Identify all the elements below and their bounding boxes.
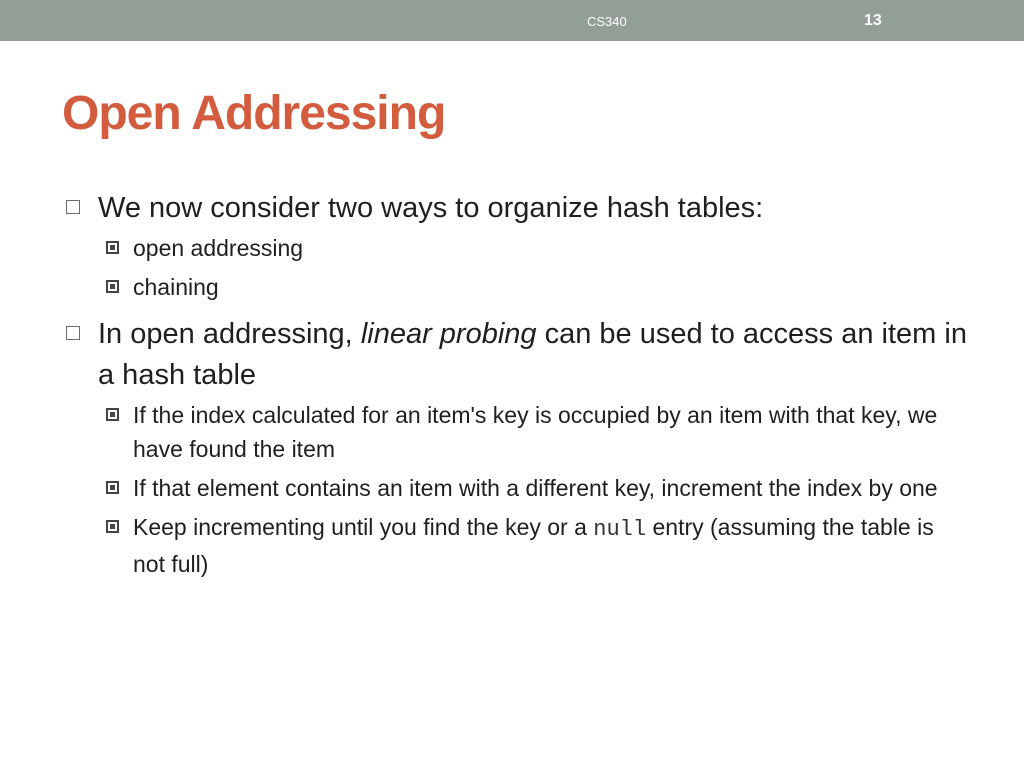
- sub-bullet-text-end: entry (assuming the table is not full): [133, 514, 934, 577]
- hollow-square-bullet-icon: [66, 200, 80, 214]
- bullet-text: We now consider two ways to organize hash tables:: [98, 192, 764, 224]
- page-number: 13: [864, 12, 882, 29]
- filled-square-bullet-icon: [106, 408, 119, 421]
- sub-bullet-item: [62, 231, 972, 265]
- hollow-square-bullet-icon: [66, 326, 80, 340]
- sub-bullet-text: If that element contains an item with a different key, increment the index by one: [133, 475, 938, 501]
- sub-bullet-item: [62, 270, 972, 304]
- filled-square-bullet-icon: [106, 520, 119, 533]
- course-label: CS340: [587, 14, 627, 29]
- bullet-item: [62, 188, 972, 229]
- slide-body: [62, 188, 972, 586]
- filled-square-bullet-icon: [106, 481, 119, 494]
- sub-bullet-text-start: Keep incrementing until you find the key or a: [133, 514, 594, 540]
- sub-bullet-item: [62, 471, 972, 505]
- sub-bullet-item: [62, 398, 972, 466]
- filled-square-bullet-icon: [106, 241, 119, 254]
- sub-bullet-text: If the index calculated for an item's key is occupied by an item with that key, we have found the item: [133, 402, 938, 462]
- sub-bullet-item: [62, 510, 972, 581]
- sub-bullet-text: open addressing: [133, 235, 304, 261]
- code-null: null: [593, 517, 647, 542]
- bullet-text-start: In open addressing,: [98, 318, 361, 350]
- emphasis-text: linear probing: [360, 318, 537, 350]
- sub-bullet-text: chaining: [133, 274, 219, 300]
- filled-square-bullet-icon: [106, 280, 119, 293]
- header-bar: [0, 0, 1024, 41]
- bullet-item: [62, 314, 972, 396]
- bullet-text-end: can be used to access an item in a hash table: [98, 318, 967, 391]
- slide-title: Open Addressing: [62, 87, 446, 140]
